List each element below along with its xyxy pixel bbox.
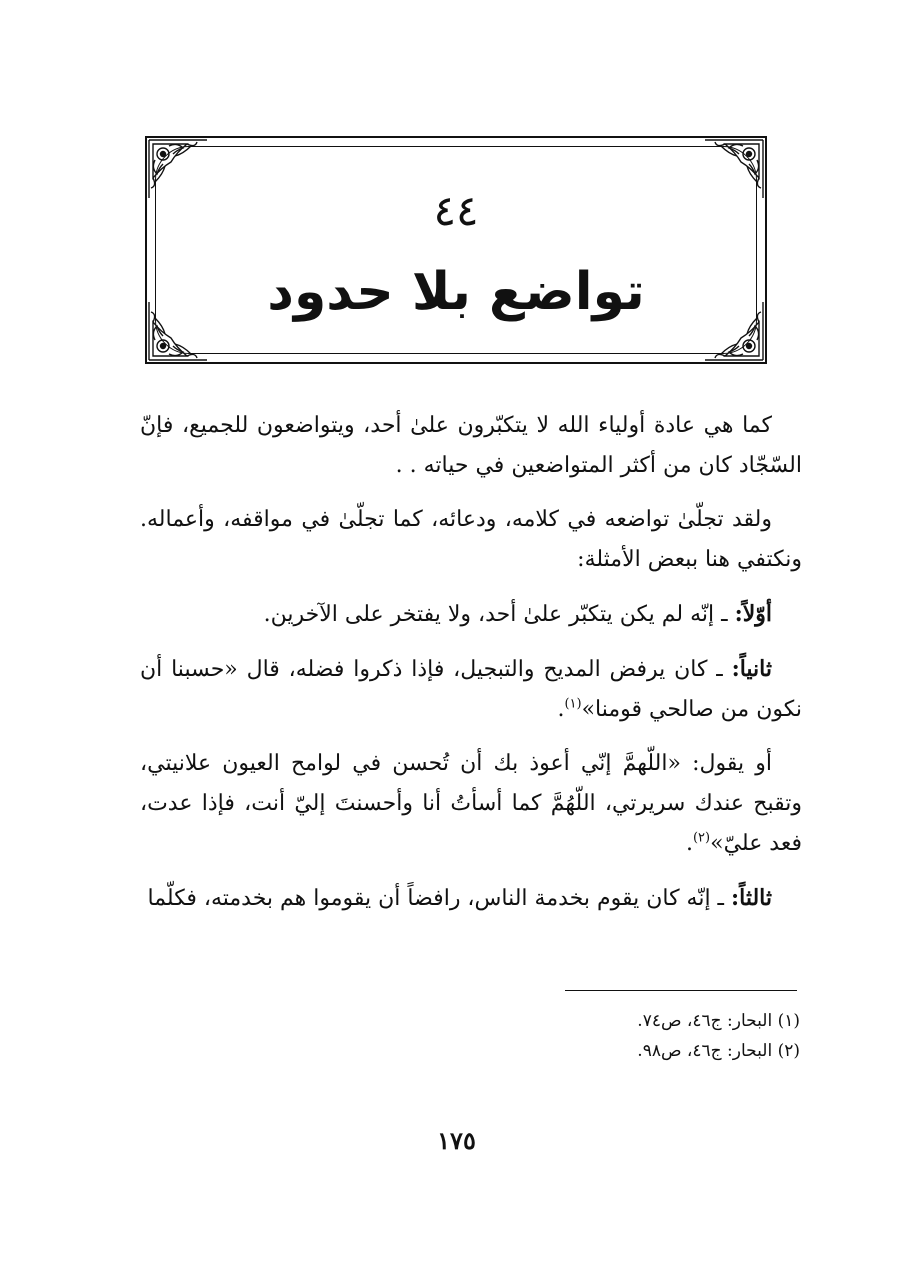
paragraph-lead: ثالثاً:: [731, 885, 772, 911]
paragraph-text: أو يقول: «اللّهمَّ إنّي أعوذ بك أن تُحسن في لوامح العيون علانيتي، وتقبح عندك سريرتي، اللّهُمَّ كما أسأتُ أنا وأحسنتَ إليّ أنت، فإذا عدت، فعد عليّ»: [140, 751, 802, 856]
paragraph-lead: أوّلاً:: [734, 601, 772, 627]
paragraph-text: ـ كان يرفض المديح والتبجيل، فإذا ذكروا فضله، قال «حسبنا أن نكون من صالحي قومنا»: [140, 657, 802, 722]
paragraph: [140, 878, 802, 919]
paragraph-text: ـ إنّه كان يقوم بخدمة الناس، رافضاً أن يقوموا هم بخدمته، فكلّما: [147, 886, 731, 911]
paragraph: [140, 649, 802, 730]
paragraph: ولقد تجلّىٰ تواضعه في كلامه، ودعائه، كما تجلّىٰ في مواقفه، وأعماله. ونكتفي هنا ببعض الأمثلة:: [140, 507, 802, 572]
paragraph-end: .: [557, 697, 565, 722]
body-text: [140, 406, 802, 933]
footnote-ref: (١): [564, 696, 582, 712]
paragraph-end: .: [685, 831, 693, 856]
chapter-number: ٤٤: [433, 186, 479, 235]
paragraph-lead: ثانياً:: [731, 656, 772, 682]
chapter-title-frame: [145, 136, 767, 364]
footnote-divider: [565, 990, 797, 991]
chapter-title: تواضع بلا حدود: [267, 262, 645, 322]
footnote-ref: (٢): [692, 830, 711, 846]
paragraph: كما هي عادة أولياء الله لا يتكبّرون علىٰ أحد، ويتواضعون للجميع، فإنّ السّجّاد كان من أكثر المتواضعين في حياته . .: [140, 413, 802, 478]
footnote: (١) البحار: ج٤٦، ص٧٤.: [637, 1011, 800, 1031]
footnotes: [400, 1006, 800, 1066]
footnote: (٢) البحار: ج٤٦، ص٩٨.: [637, 1041, 800, 1061]
frame-inner-border: [155, 146, 757, 354]
paragraph-text: ـ إنّه لم يكن يتكبّر علىٰ أحد، ولا يفتخر على الآخرين.: [263, 602, 735, 627]
page-number: ١٧٥: [437, 1126, 476, 1155]
paragraph: [140, 744, 802, 864]
paragraph: [140, 594, 802, 635]
